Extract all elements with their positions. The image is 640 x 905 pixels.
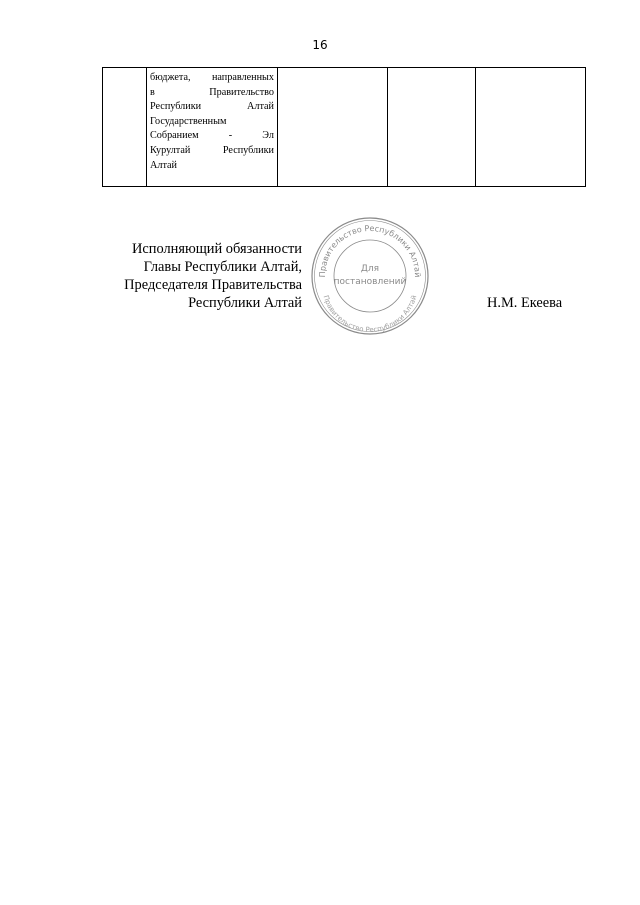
table-cell-empty	[388, 68, 476, 187]
stamp-inner-ring	[334, 240, 406, 312]
position-line: Главы Республики Алтай,	[143, 259, 302, 275]
position-line: Исполняющий обязанности	[131, 241, 302, 257]
cell-line: Государственным	[150, 115, 227, 127]
table-cell-number	[103, 68, 147, 187]
official-seal-stamp	[308, 214, 432, 338]
table-cell-empty	[278, 68, 388, 187]
cell-line: Курултай Республики	[150, 144, 274, 156]
stamp-outer-ring	[312, 218, 428, 334]
stamp-center-line-2: постановлений	[333, 277, 407, 287]
cell-line: Республики Алтай	[150, 101, 274, 113]
table-row	[103, 68, 586, 187]
table-cell-empty	[476, 68, 586, 187]
position-line: Председателя Правительства	[124, 277, 302, 293]
cell-description-text	[147, 68, 277, 173]
cell-line: в Правительство	[150, 86, 274, 98]
stamp-center-line-1: Для	[360, 264, 380, 274]
position-line: Республики Алтай	[188, 295, 302, 311]
stamp-outer-text: Правительство Республики Алтай	[317, 223, 423, 278]
page-number: 16	[312, 38, 328, 52]
signatory-name: Н.М. Екеева	[487, 295, 563, 311]
continuation-table	[102, 67, 586, 187]
stamp-bottom-text: Правительство Республики Алтай	[321, 294, 419, 335]
signatory-position	[112, 240, 302, 312]
cell-line: Алтай	[150, 159, 177, 171]
table-cell-description	[147, 68, 278, 187]
cell-line: Собранием - Эл	[150, 130, 274, 142]
cell-line: бюджета, направленных	[150, 72, 274, 83]
